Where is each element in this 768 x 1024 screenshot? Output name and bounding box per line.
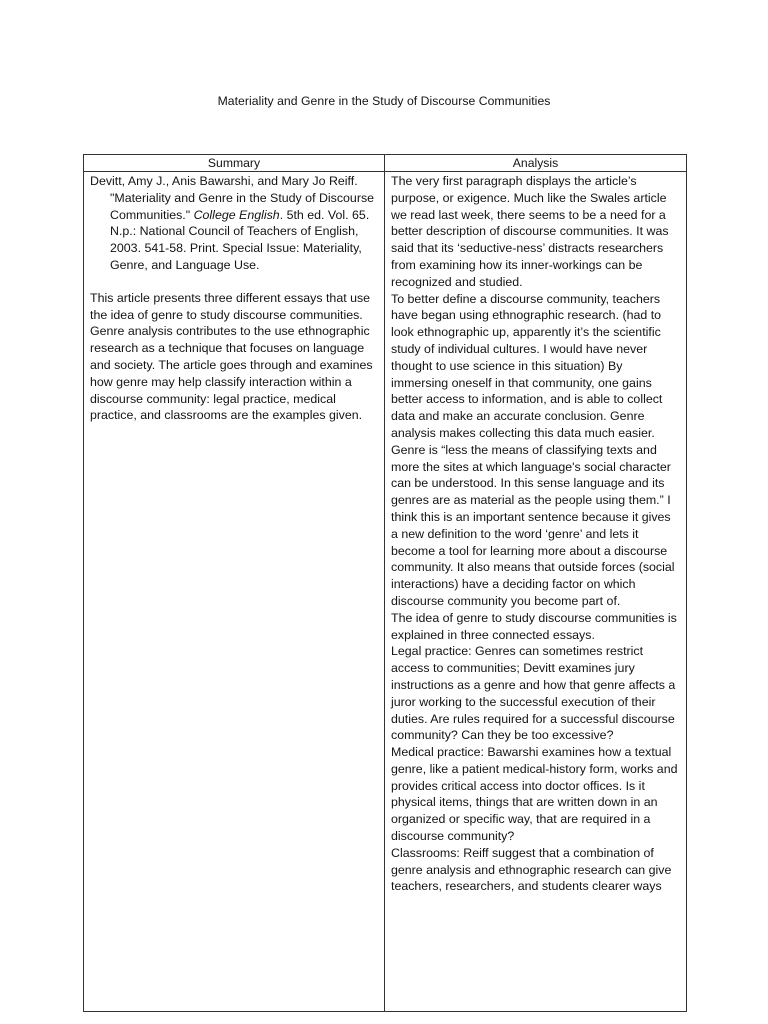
citation-publication-details: . 5th ed. Vol. 65. N.p.: National Council of Teachers of English, 2003. 541-58. Print. Special Issue: Materiality, Genre, and Language Use. bbox=[110, 207, 370, 272]
table-header-row bbox=[84, 155, 687, 172]
summary-paragraph: This article presents three different essays that use the idea of genre to study discourse communities. Genre analysis contributes to the use ethnographic research as a technique that focuses on language and society. The article goes through and examines how genre may help classify interaction within a discourse community: legal practice, medical practice, and classrooms are the examples given. bbox=[90, 290, 373, 423]
analysis-paragraph-essays: The idea of genre to study discourse communities is explained in three connected essays. bbox=[391, 610, 677, 642]
analysis-paragraph-classrooms: Classrooms: Reiff suggest that a combination of genre analysis and ethnographic research can give teachers, researchers, and students clearer ways bbox=[391, 845, 672, 894]
analysis-paragraph-legal: Legal practice: Genres can sometimes restrict access to communities; Devitt examines jury instructions as a genre and how that genre affects a juror working to the successful execution of their duties. Are rules required for a successful discourse community? Can they be too excessive? bbox=[391, 644, 676, 743]
analysis-column-header: Analysis bbox=[385, 155, 687, 172]
analysis-cell bbox=[385, 172, 687, 1012]
citation bbox=[90, 173, 378, 274]
citation-authors-title: Devitt, Amy J., Anis Bawarshi, and Mary Jo Reiff. "Materiality and Genre in the Study of Discourse Communities." bbox=[90, 174, 375, 222]
summary-column-header: Summary bbox=[84, 155, 385, 172]
analysis-paragraph-medical: Medical practice: Bawarshi examines how a textual genre, like a patient medical-history form, works and provides critical access into doctor offices. Is it physical items, things that are written down in an organized or specific way, that are required in a discourse community? bbox=[391, 745, 678, 844]
summary-analysis-table bbox=[83, 154, 687, 1012]
document-title: Materiality and Genre in the Study of Discourse Communities bbox=[217, 94, 551, 108]
table-row bbox=[84, 172, 687, 1012]
analysis-paragraph-purpose: The very first paragraph displays the article’s purpose, or exigence. Much like the Swales article we read last week, there seems to be a need for a better description of discourse communities. It was said that its ‘seductive-ness’ distracts researchers from examining how its inner-workings can be recognized and studied. bbox=[391, 174, 669, 289]
analysis-paragraph-ethnography: To better define a discourse community, teachers have began using ethnographic research. (had to look ethnographic up, apparently it’s the scientific study of individual cultures. I would have never thought to use science in this situation) By immersing oneself in that community, one gains better access to information, and is able to collect data and make an accurate conclusion. Genre analysis makes collecting this data much easier. Genre is “less the means of classifying texts and more the sites at which language's social character can be understood. In this sense language and its genres are as material as the people using them.” I think this is an important sentence because it gives a new definition to the word ‘genre’ and lets it become a tool for learning more about a discourse community. It also means that outside forces (social interactions) have a deciding factor on which discourse community you become part of. bbox=[391, 291, 675, 608]
citation-journal: College English bbox=[193, 207, 280, 222]
summary-cell bbox=[84, 172, 385, 1012]
